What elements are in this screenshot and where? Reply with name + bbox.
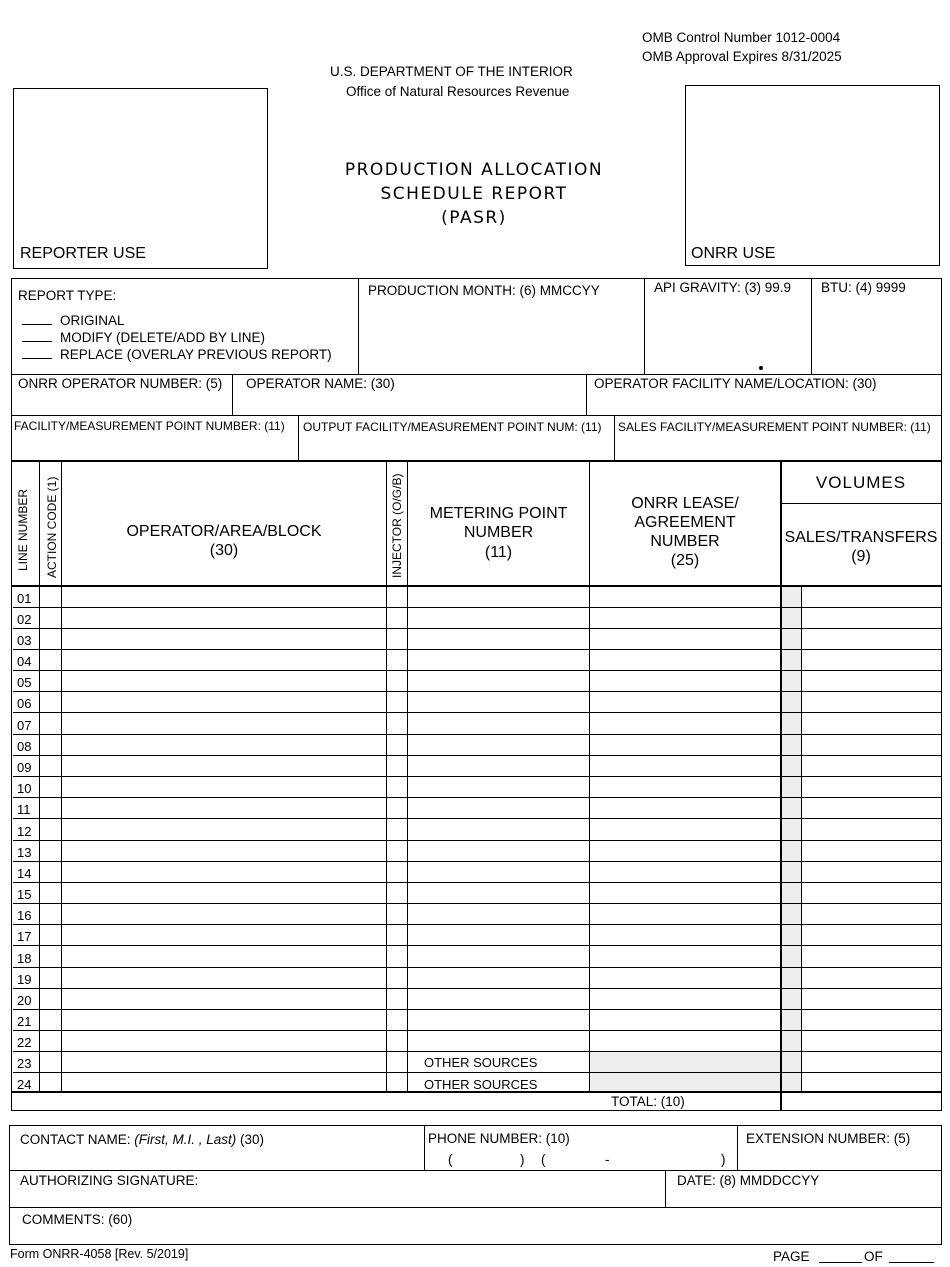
col-header-metering-3: (11) (484, 544, 513, 561)
extension-number-field[interactable]: EXTENSION NUMBER: (5) (746, 1131, 911, 1146)
col-header-sales-1: SALES/TRANSFERS (784, 529, 938, 546)
table-row-number: 01 (17, 591, 32, 606)
table-row-number: 23 (17, 1056, 32, 1071)
col-header-line-number: LINE NUMBER (16, 488, 30, 571)
form-title-line1: PRODUCTION ALLOCATION (344, 160, 604, 180)
col-header-lease-2: AGREEMENT (634, 514, 736, 531)
table-row-number: 24 (17, 1077, 32, 1092)
phone-open-paren: ( (448, 1152, 453, 1167)
production-month-field[interactable]: PRODUCTION MONTH: (6) MMCCYY (368, 283, 600, 298)
api-gravity-field[interactable]: API GRAVITY: (3) 99.9 (654, 280, 792, 295)
phone-close-paren: ) (520, 1152, 525, 1167)
table-row-number: 03 (17, 633, 32, 648)
table-row-number: 02 (17, 612, 32, 627)
col-header-volumes: VOLUMES (815, 473, 907, 492)
table-row-number: 05 (17, 675, 32, 690)
decimal-point-dot (759, 366, 763, 370)
contact-name-field[interactable]: CONTACT NAME: (First, M.I. , Last) (30) (20, 1132, 265, 1147)
facility-point-number-field[interactable]: FACILITY/MEASUREMENT POINT NUMBER: (11) (14, 419, 285, 433)
form-title-line3: (PASR) (441, 208, 507, 228)
omb-approval-expires: OMB Approval Expires 8/31/2025 (642, 49, 842, 64)
table-row-number: 20 (17, 993, 32, 1008)
other-sources-label: OTHER SOURCES (424, 1055, 538, 1070)
phone-number-field[interactable]: PHONE NUMBER: (10) (428, 1131, 570, 1146)
table-row-number: 08 (17, 739, 32, 754)
table-row-number: 10 (17, 781, 32, 796)
table-row-number: 06 (17, 696, 32, 711)
phone-close-paren-2: ) (721, 1152, 726, 1167)
report-type-modify[interactable]: MODIFY (DELETE/ADD BY LINE) (22, 331, 265, 346)
table-row-number: 17 (17, 929, 32, 944)
omb-control-number: OMB Control Number 1012-0004 (642, 30, 841, 45)
report-type-original[interactable]: ORIGINAL (22, 314, 125, 329)
col-header-lease-1: ONRR LEASE/ (631, 495, 739, 512)
form-id: Form ONRR-4058 [Rev. 5/2019] (10, 1247, 189, 1261)
table-row-number: 12 (17, 824, 32, 839)
total-volume-field[interactable] (782, 1093, 941, 1110)
form-title-line2: SCHEDULE REPORT (380, 184, 568, 204)
table-row-number: 09 (17, 760, 32, 775)
table-row-number: 04 (17, 654, 32, 669)
reporter-use-box[interactable] (13, 88, 268, 269)
col-header-operator-area-len: (30) (209, 542, 239, 559)
department-name: U.S. DEPARTMENT OF THE INTERIOR (330, 64, 573, 79)
table-row-number: 19 (17, 972, 32, 987)
sales-point-number-field[interactable]: SALES FACILITY/MEASUREMENT POINT NUMBER: (11) (618, 420, 931, 434)
col-header-injector: INJECTOR (O/G/B) (390, 473, 404, 578)
col-header-metering-2: NUMBER (463, 524, 534, 541)
onrr-operator-number-field[interactable]: ONRR OPERATOR NUMBER: (5) (18, 376, 223, 391)
col-header-sales-2: (9) (851, 548, 871, 565)
table-row-number: 22 (17, 1035, 32, 1050)
total-pages-field[interactable] (889, 1262, 934, 1263)
onrr-use-label: ONRR USE (691, 245, 776, 262)
operator-name-field[interactable]: OPERATOR NAME: (30) (246, 376, 395, 391)
main-form-frame (11, 278, 942, 1111)
col-header-lease-3: NUMBER (650, 533, 720, 550)
table-row-number: 15 (17, 887, 32, 902)
table-row-number: 11 (17, 802, 31, 817)
table-row-number: 13 (17, 845, 32, 860)
authorizing-signature-field[interactable]: AUTHORIZING SIGNATURE: (20, 1173, 199, 1188)
table-row-number: 18 (17, 951, 32, 966)
total-label: TOTAL: (10) (611, 1094, 685, 1109)
col-header-operator-area: OPERATOR/AREA/BLOCK (126, 523, 322, 540)
office-name: Office of Natural Resources Revenue (346, 84, 570, 99)
btu-field[interactable]: BTU: (4) 9999 (821, 280, 906, 295)
page-number-field[interactable] (819, 1262, 862, 1263)
reporter-use-label: REPORTER USE (20, 245, 146, 262)
col-header-metering-1: METERING POINT (429, 505, 568, 522)
table-row-number: 07 (17, 718, 32, 733)
date-field[interactable]: DATE: (8) MMDDCCYY (677, 1173, 820, 1188)
operator-facility-field[interactable]: OPERATOR FACILITY NAME/LOCATION: (30) (594, 376, 877, 391)
table-row-number: 21 (17, 1014, 32, 1029)
of-label: OF (864, 1249, 883, 1264)
phone-open-paren-2: ( (541, 1152, 546, 1167)
phone-dash: - (605, 1152, 610, 1167)
page-label: PAGE (773, 1249, 810, 1264)
table-row-number: 16 (17, 908, 32, 923)
comments-field[interactable]: COMMENTS: (60) (22, 1212, 133, 1227)
report-type-replace[interactable]: REPLACE (OVERLAY PREVIOUS REPORT) (22, 348, 332, 363)
output-point-number-field[interactable]: OUTPUT FACILITY/MEASUREMENT POINT NUM: (11) (303, 420, 602, 434)
onrr-use-box[interactable] (685, 85, 940, 266)
col-header-action-code: ACTION CODE (1) (45, 476, 59, 578)
shaded-column (782, 587, 801, 1091)
other-sources-label: OTHER SOURCES (424, 1077, 538, 1092)
report-type-label: REPORT TYPE: (18, 288, 117, 303)
table-row-number: 14 (17, 866, 32, 881)
col-header-lease-4: (25) (670, 552, 700, 569)
